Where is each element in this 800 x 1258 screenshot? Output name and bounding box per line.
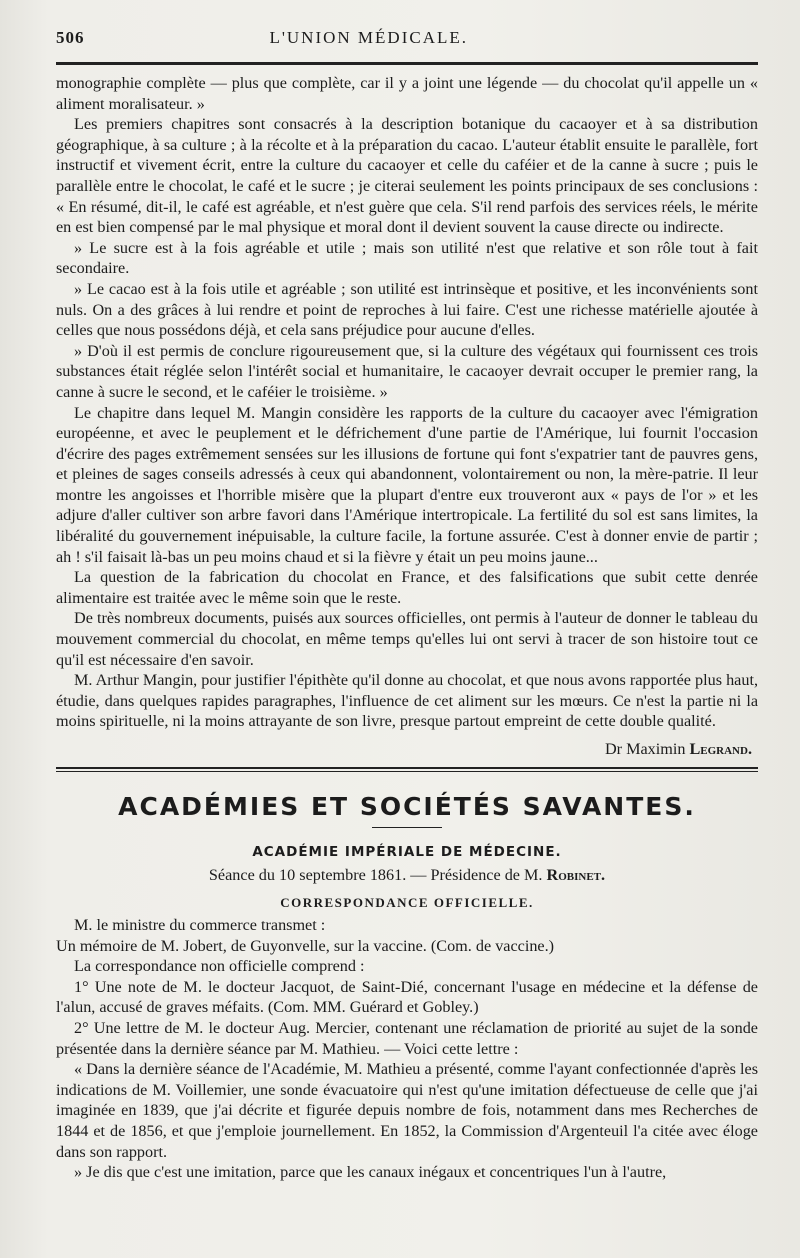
paragraph: M. le ministre du commerce transmet :	[74, 916, 326, 934]
page-number: 506	[56, 28, 85, 47]
paragraph: 1° Une note de M. le docteur Jacquot, de Saint-Dié, concernant l'usage en médecine et la défense de l'alun, accusé de graves méfaits. (Com. MM. Guérard et Gobley.)	[56, 977, 758, 1017]
session-date: Séance du 10 septembre 1861. — Présidence de M.	[208, 866, 543, 884]
author-signature	[56, 740, 758, 759]
header-rule	[56, 62, 758, 65]
review-article	[56, 73, 758, 732]
paragraph: » D'où il est permis de conclure rigoureusement que, si la culture des végétaux qui fournissent ces trois substances était réglée selon l'intérêt social et humanitaire, le cacaoyer devrait occuper le premier rang, la canne à sucre le second, et le caféier le troisième. »	[56, 341, 758, 401]
paragraph: M. Arthur Mangin, pour justifier l'épithète qu'il donne au chocolat, et que nous avons rapportée plus haut, étudie, dans quelques rapides paragraphes, l'influence de cet aliment sur les mœurs. Ce n'est la partie ni la moins spirituelle, ni la moins attrayante de son livre, presque partout empreint de cette double qualité.	[56, 671, 758, 731]
paragraph: » Le sucre est à la fois agréable et utile ; mais son utilité n'est que relative et son rôle tout à fait secondaire.	[56, 238, 758, 278]
section-divider	[56, 767, 758, 772]
paragraph: La correspondance non officielle comprend :	[74, 957, 365, 976]
paragraph: La question de la fabrication du chocolat en France, et des falsifications que subit cette denrée alimentaire est traitée avec le même soin que le reste.	[56, 568, 758, 607]
paragraph: 2° Une lettre de M. le docteur Aug. Mercier, contenant une réclamation de priorité au sujet de la sonde présentée dans la dernière séance par M. Mathieu. — Voici cette lettre :	[56, 1018, 758, 1058]
session-president: Robinet.	[546, 866, 606, 884]
subsection-title: ACADÉMIE IMPÉRIALE DE MÉDECINE.	[252, 844, 562, 860]
journal-title: L'UNION MÉDICALE.	[269, 28, 468, 47]
academy-proceedings	[56, 915, 758, 1183]
paragraph: Un mémoire de M. Jobert, de Guyonvelle, sur la vaccine. (Com. de vaccine.)	[56, 936, 555, 955]
paragraph: Le chapitre dans lequel M. Mangin considère les rapports de la culture du cacaoyer avec l'émigration européenne, et avec le peuplement et le défrichement d'une partie de l'Amérique, lui fournit l'occasion d'écrire des pages extrêmement sensées sur les illusions de fortune qui font s'expatrier tant de pauvres gens, et pleines de sages conseils adressés à ceux qui abandonnent, volontairement ou non, la mère-patrie. Il leur montre les angoisses et l'horrible misère que la plupart d'entre eux trouveront aux « pays de l'or » et les adjure d'aller cultiver son arbre favori dans l'Amérique intertropicale. La fertilité du sol est sans limites, la libéralité du gouvernement inépuisable, la culture facile, la fortune assurée. C'est à donner envie de partir ; ah ! s'il faisait là-bas un peu moins chaud et si la fièvre y était un peu moins jaune...	[56, 403, 758, 566]
title-rule	[372, 827, 442, 828]
paragraph: » Je dis que c'est une imitation, parce que les canaux inégaux et concentriques l'un à l'autre,	[74, 1163, 667, 1182]
page-header	[56, 28, 758, 48]
session-line	[56, 866, 758, 885]
correspondence-title: CORRESPONDANCE OFFICIELLE.	[280, 895, 534, 910]
paragraph: monographie complète — plus que complète, car il y a joint une légende — du chocolat qu'il appelle un « aliment moralisateur. »	[56, 74, 758, 113]
paragraph: » Le cacao est à la fois utile et agréable ; son utilité est intrinsèque et positive, et les inconvénients sont nuls. On a des grâces à lui rendre et point de reproches à lui faire. C'est une richesse matérielle ajoutée à celles que nous possédons déjà, et cela sans préjudice pour aucune d'elles.	[56, 279, 758, 340]
signature-name: Legrand.	[689, 740, 752, 758]
paragraph: De très nombreux documents, puisés aux sources officielles, ont permis à l'auteur de donner le tableau du mouvement commercial du chocolat, en même temps qu'elles lui ont servi à tracer de son histoire tout ce qu'il est nécessaire d'en savoir.	[56, 609, 758, 669]
paragraph: « Dans la dernière séance de l'Académie, M. Mathieu a présenté, comme l'ayant confectionnée d'après les indications de M. Voillemier, une sonde évacuatoire qui n'est qu'une imitation défectueuse de celle que j'ai imaginée en 1839, que j'ai décrite et figurée depuis nombre de fois, notamment dans mes Recherches de 1844 et de 1856, et que j'emploie journellement. En 1852, la Commission d'Argenteuil l'a citée avec éloge dans son rapport.	[56, 1060, 758, 1161]
paragraph: Les premiers chapitres sont consacrés à la description botanique du cacaoyer et à sa distribution géographique, à sa culture ; à la récolte et à la préparation du cacao. L'auteur établit ensuite le parallèle, fort instructif et vivement écrit, entre la culture du cacaoyer et celle du caféier et de la canne à sucre ; puis le parallèle entre le chocolat, le café et le sucre ; je citerai seulement les points principaux de ses conclusions : « En résumé, dit-il, le café est agréable, et n'est guère que cela. S'il rend parfois des services réels, le mérite en est bien compensé par le mal physique et moral dont il devient souvent la cause directe ou indirecte.	[56, 115, 758, 237]
signature-prefix: Dr Maximin	[604, 740, 686, 758]
section-title: ACADÉMIES ET SOCIÉTÉS SAVANTES.	[118, 792, 696, 821]
